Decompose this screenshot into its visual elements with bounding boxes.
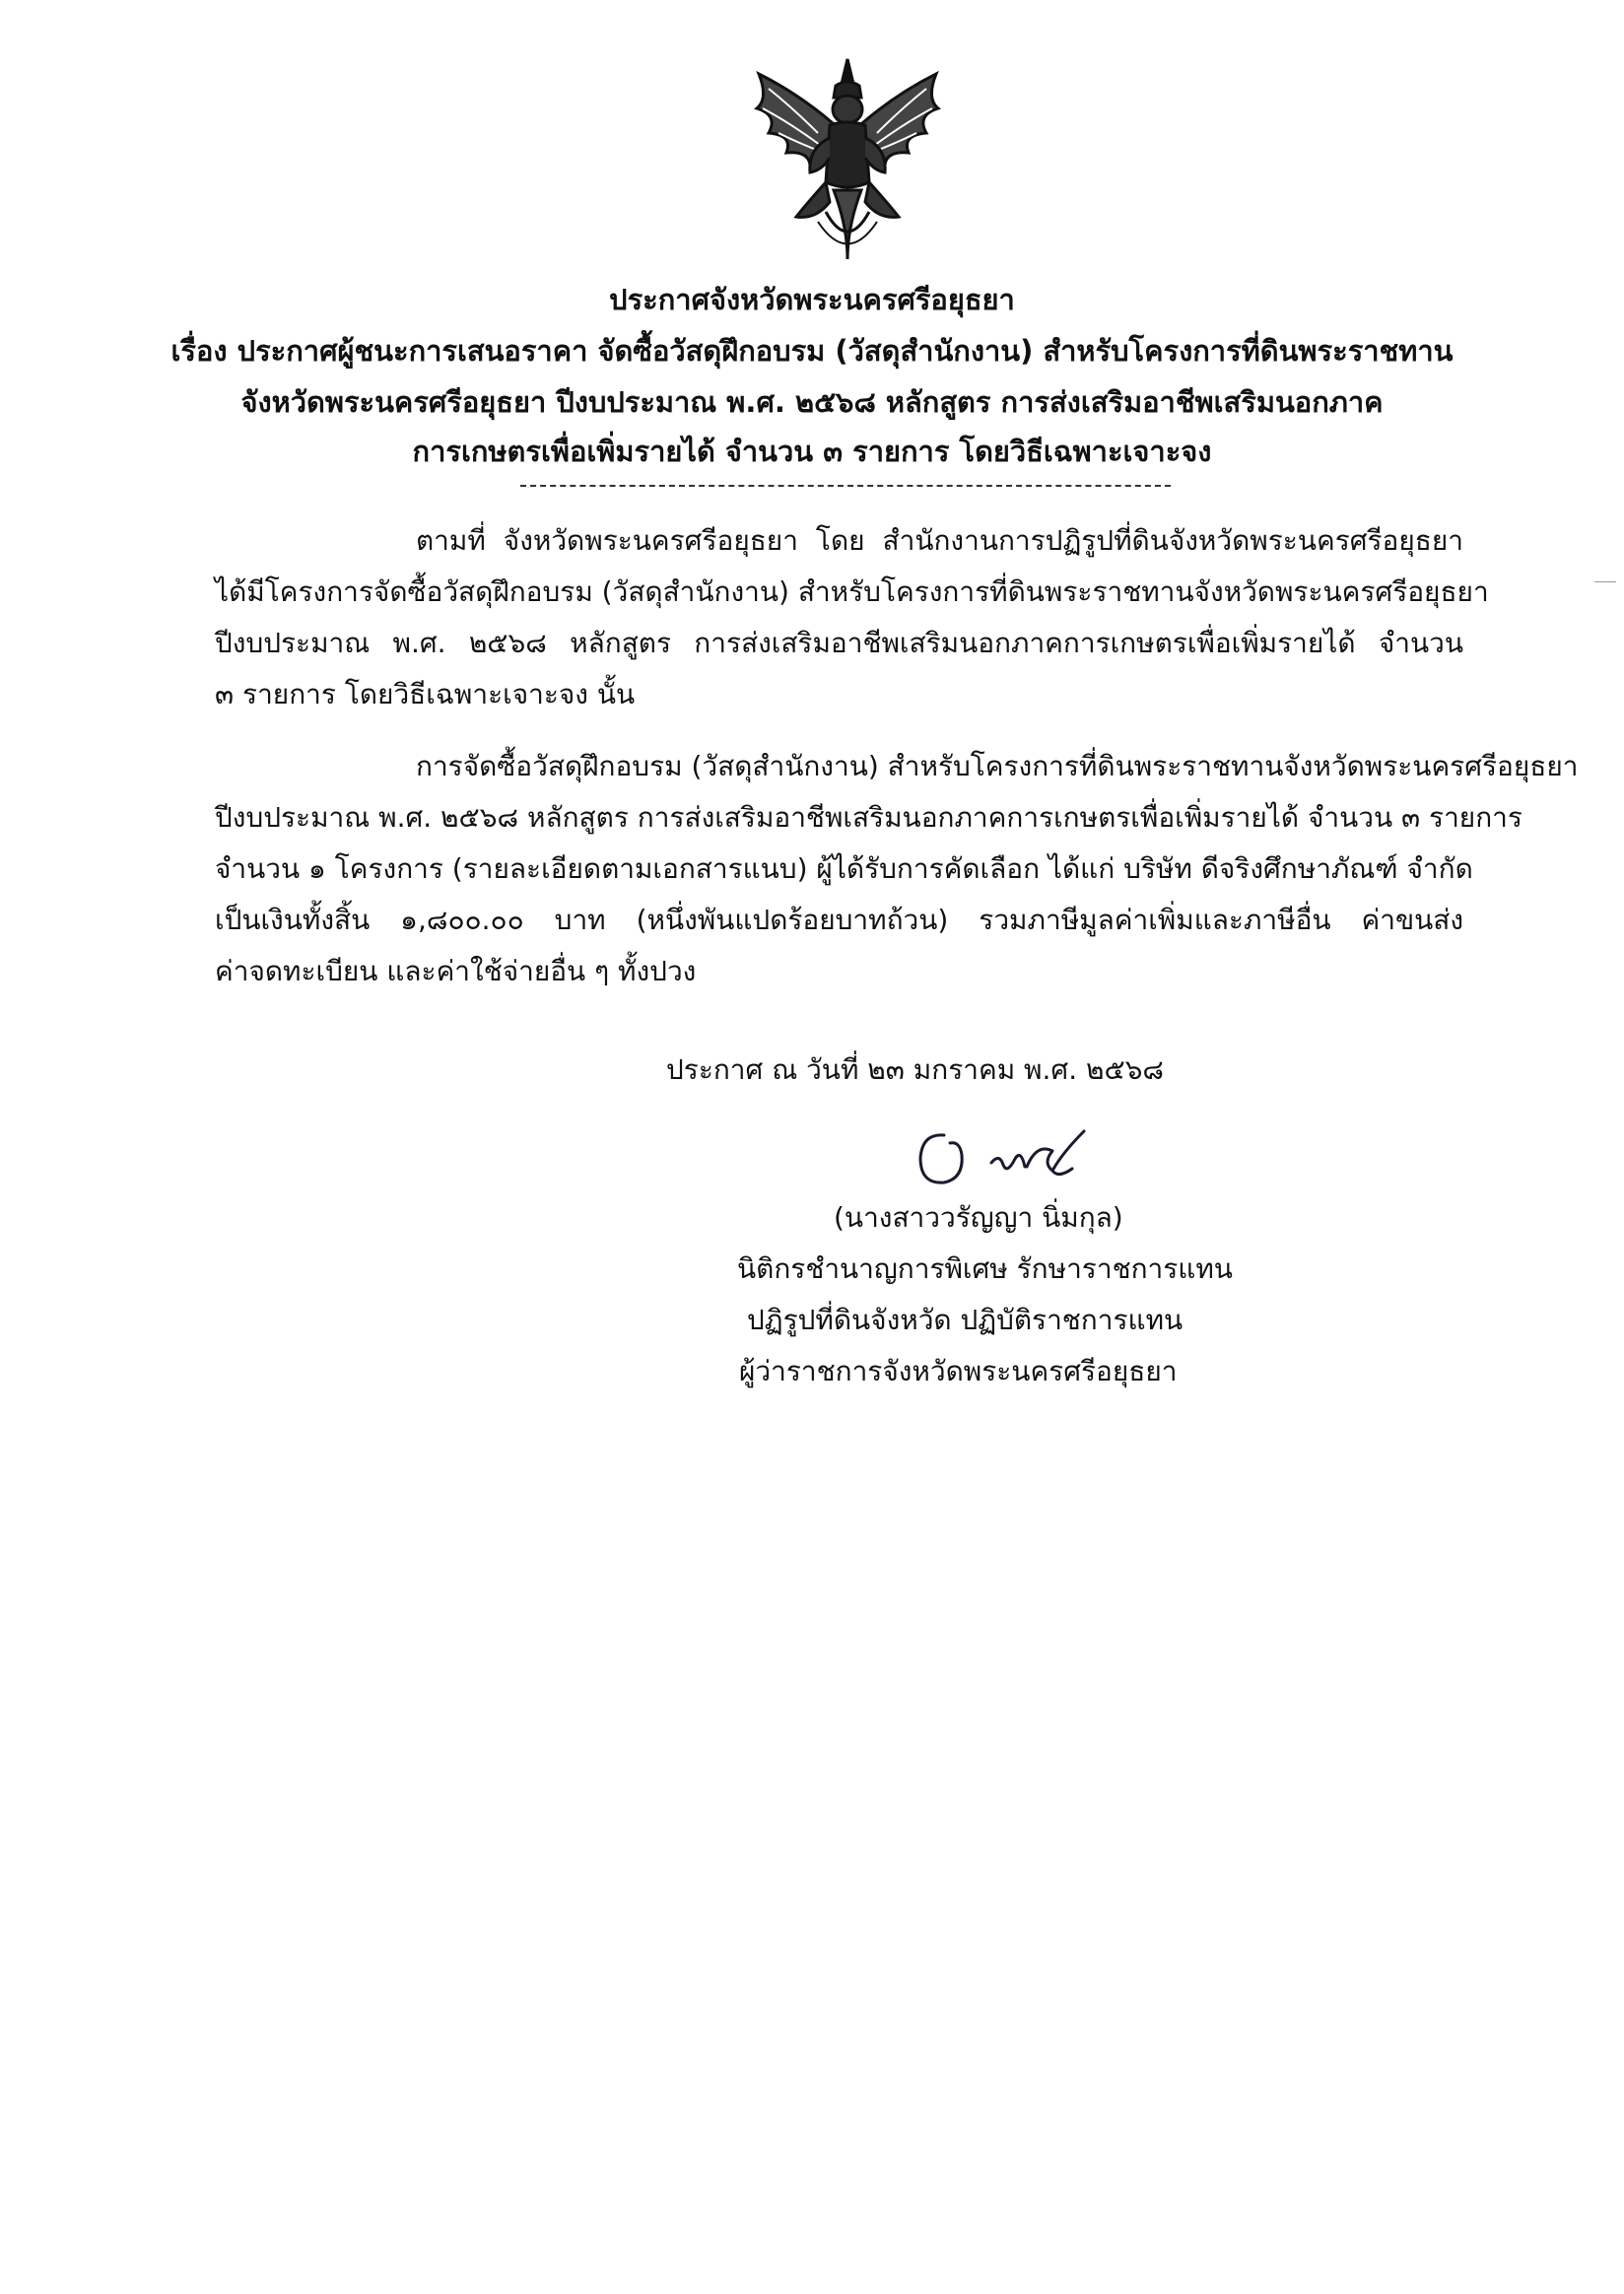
paragraph1-line: ๓ รายการ โดยวิธีเฉพาะเจาะจง นั้น <box>215 678 636 710</box>
signatory-position-1: นิติกรชำนาญการพิเศษ รักษาราชการแทน <box>737 1252 1233 1285</box>
paragraph1-line: ตามที่ จังหวัดพระนครศรีอยุธยา โดย สำนักงานการปฏิรูปที่ดินจังหวัดพระนครศรีอยุธยา <box>416 524 1463 557</box>
subject-line-2: จังหวัดพระนครศรีอยุธยา ปีงบประมาณ พ.ศ. ๒๕๖๘ หลักสูตร การส่งเสริมอาชีพเสริมนอกภาค <box>240 385 1384 419</box>
document-title: ประกาศจังหวัดพระนครศรีอยุธยา <box>609 283 1015 316</box>
paragraph2-line: ค่าจดทะเบียน และค่าใช้จ่ายอื่น ๆ ทั้งปวง <box>215 955 697 987</box>
handwritten-signature <box>905 1113 1121 1202</box>
paragraph2-line: ปีงบประมาณ พ.ศ. ๒๕๖๘ หลักสูตร การส่งเสริมอาชีพเสริมนอกภาคการเกษตรเพื่อเพิ่มรายได้ จำนวน ๓ รายการ <box>215 801 1522 834</box>
subject-line-1: เรื่อง ประกาศผู้ชนะการเสนอราคา จัดซื้อวัสดุฝึกอบรม (วัสดุสำนักงาน) สำหรับโครงการที่ดินพระราชทาน <box>170 334 1454 368</box>
signatory-name: (นางสาววรัญญา นิ่มกุล) <box>834 1201 1123 1234</box>
announcement-date: ประกาศ ณ วันที่ ๒๓ มกราคม พ.ศ. ๒๕๖๘ <box>666 1053 1165 1086</box>
scan-mark <box>1594 581 1616 582</box>
subject-line-3: การเกษตรเพื่อเพิ่มรายได้ จำนวน ๓ รายการ โดยวิธีเฉพาะเจาะจง <box>412 435 1212 468</box>
garuda-emblem-icon <box>739 54 956 266</box>
paragraph1-line: ได้มีโครงการจัดซื้อวัสดุฝึกอบรม (วัสดุสำนักงาน) สำหรับโครงการที่ดินพระราชทานจังหวัดพระนครศรีอยุธยา <box>215 575 1489 608</box>
paragraph2-line: จำนวน ๑ โครงการ (รายละเอียดตามเอกสารแนบ) ผู้ได้รับการคัดเลือก ได้แก่ บริษัท ดีจริงศึกษาภัณฑ์ จำกัด <box>215 852 1473 885</box>
divider <box>520 485 1171 487</box>
paragraph2-line: การจัดซื้อวัสดุฝึกอบรม (วัสดุสำนักงาน) สำหรับโครงการที่ดินพระราชทานจังหวัดพระนครศรีอยุธยา <box>416 750 1579 782</box>
signatory-position-3: ผู้ว่าราชการจังหวัดพระนครศรีอยุธยา <box>739 1355 1178 1387</box>
paragraph1-line: ปีงบประมาณ พ.ศ. ๒๕๖๘ หลักสูตร การส่งเสริมอาชีพเสริมนอกภาคการเกษตรเพื่อเพิ่มรายได้ จำนวน <box>215 627 1463 659</box>
signatory-position-2: ปฏิรูปที่ดินจังหวัด ปฏิบัติราชการแทน <box>747 1304 1184 1336</box>
paragraph2-line: เป็นเงินทั้งสิ้น ๑,๘๐๐.๐๐ บาท (หนึ่งพันแปดร้อยบาทถ้วน) รวมภาษีมูลค่าเพิ่มและภาษีอื่น ค่าขนส่ง <box>215 904 1463 936</box>
